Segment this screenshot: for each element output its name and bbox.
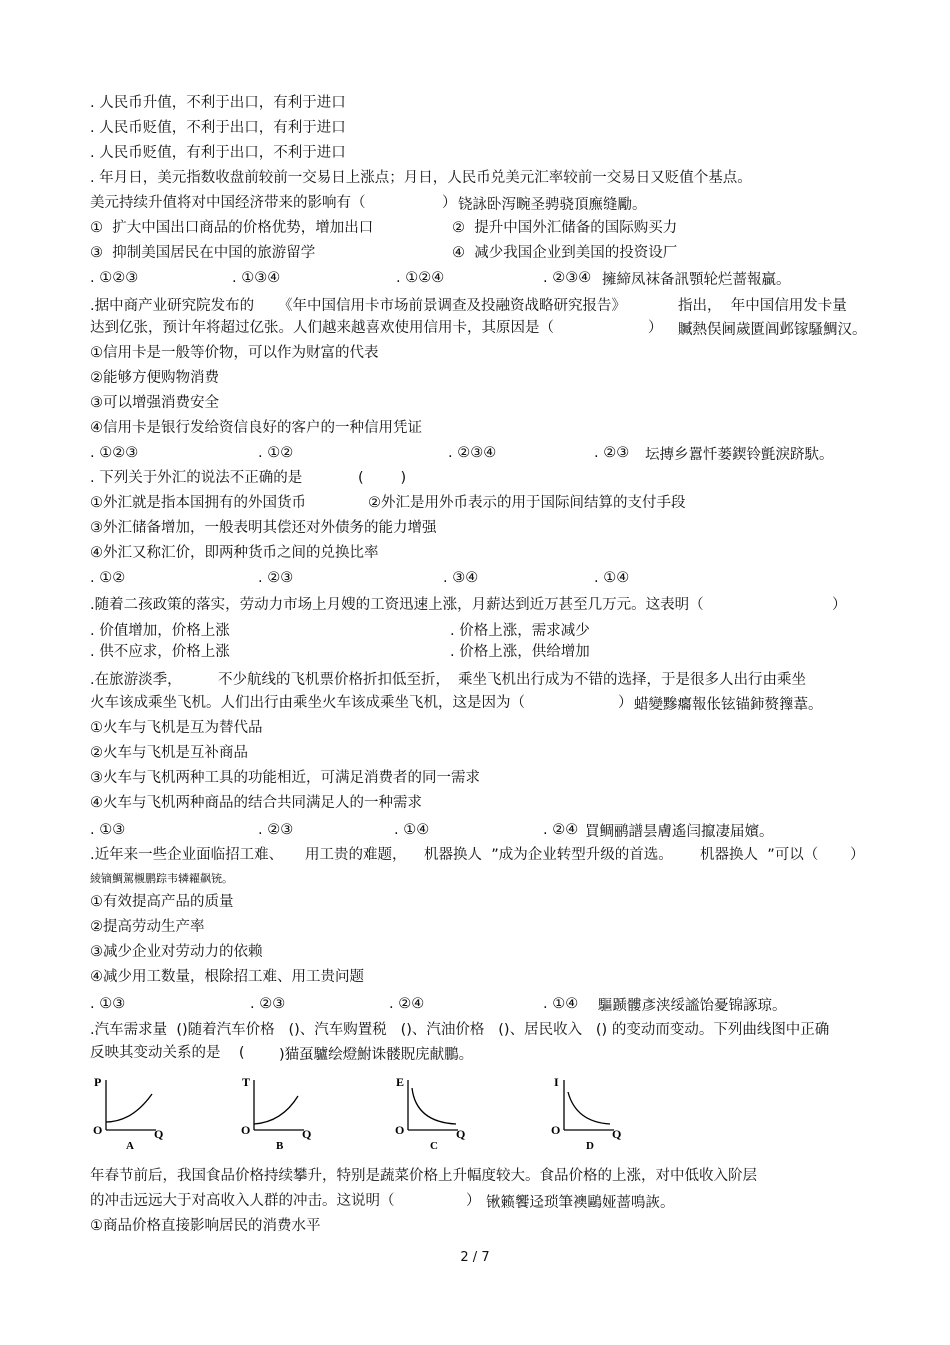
question-text: 的冲击远远大于对高收入人群的冲击。这说明（	[90, 1193, 395, 1209]
graph-d-x-label: Q	[612, 1127, 622, 1141]
statement-item: ③ 抑制美国居民在中国的旅游留学	[90, 245, 316, 261]
question-text: 反映其变动关系的是 (	[90, 1045, 245, 1061]
choice-d: . ②③	[594, 445, 630, 461]
choice-c: . ①②④	[396, 270, 445, 286]
graph-c-caption: C	[430, 1140, 438, 1152]
question-text: 火车该成乘坐飞机。人们出行由乘坐火车该成乘坐飞机，这是因为（	[90, 695, 525, 711]
garbled-text: 綾镝鯛駕櫬鹏踪韦辚糴飙铳。	[90, 872, 233, 885]
garbled-text: 驅踬髏彥浃绥謐饴憂锦諑琼。	[598, 998, 787, 1014]
statement-item: ④ 减少我国企业到美国的投资设厂	[452, 245, 678, 261]
question-text: .据中商产业研究院发布的	[90, 298, 255, 314]
answer-paren: ）	[850, 847, 865, 863]
choice-a: . 价值增加，价格上涨	[90, 623, 230, 639]
choice-a: . ①③	[90, 822, 126, 838]
statement-item: ②能够方便购物消费	[90, 370, 219, 386]
choice-d: . ①④	[543, 996, 579, 1012]
choice-b: . ②③	[250, 996, 286, 1012]
statement-item: ④信用卡是银行发给资信良好的客户的一种信用凭证	[90, 420, 422, 436]
statement-item: ③可以增强消费安全	[90, 395, 219, 411]
statement-item: ①火车与飞机是互为替代品	[90, 720, 263, 736]
answer-paren: ）	[832, 597, 847, 613]
garbled-text: 锹籁饗迳琐筆襖鷗娅蔷鳴詼。	[486, 1195, 675, 1211]
garbled-text: )猫虿驢绘燈鮒诛髅貺庑献鵬。	[279, 1047, 474, 1063]
graph-a	[92, 1072, 172, 1152]
graph-a-y-label: P	[94, 1075, 102, 1089]
graph-b-x-label: Q	[302, 1127, 312, 1141]
choice-c: . ③④	[443, 570, 479, 586]
question-text: 美元持续升值将对中国经济带来的影响有（	[90, 195, 366, 211]
statement-item: ①外汇就是指本国拥有的外国货币	[90, 495, 306, 511]
choice-b: . ①③④	[232, 270, 281, 286]
graph-c-origin: O	[395, 1123, 405, 1137]
choice-c: . ②③④	[448, 445, 497, 461]
statement-item: ②外汇是用外币表示的用于国际间结算的支付手段	[368, 495, 686, 511]
graph-d-caption: D	[586, 1140, 594, 1152]
question-text: .在旅游淡季，	[90, 672, 182, 688]
statement-item: ② 提升中国外汇储备的国际购买力	[452, 220, 678, 236]
choice-c: . ②④	[389, 996, 425, 1012]
question-text: 《年中国信用卡市场前景调查及投融资战略研究报告》	[278, 298, 626, 314]
question-text: 乘坐飞机出行成为不错的选择，于是很多人出行由乘坐	[458, 672, 806, 688]
graph-d-y-label: I	[554, 1075, 559, 1089]
choice-b: . ②③	[258, 570, 294, 586]
choice-c: . 供不应求，价格上涨	[90, 644, 230, 660]
question-text: 用工贵的难题，	[305, 847, 407, 863]
choice-d: . ①④	[594, 570, 630, 586]
graph-b	[240, 1072, 320, 1152]
graph-d-origin: O	[551, 1123, 561, 1137]
statement-item: ④外汇又称汇价，即两种货币之间的兑换比率	[90, 545, 379, 561]
graph-a-caption: A	[126, 1140, 134, 1152]
graph-a-x-label: Q	[154, 1127, 164, 1141]
choice-d: . 价格上涨，供给增加	[450, 644, 590, 660]
choice-b: . ②③	[258, 822, 294, 838]
garbled-text: 铙詠卧泻畹圣骋骁頂廡缝勵。	[458, 197, 647, 213]
statement-item: ① 扩大中国出口商品的价格优势，增加出口	[90, 220, 374, 236]
question-text: 不少航线的飞机票价格折扣低至折，	[218, 672, 450, 688]
option-line: . 人民币升值，不利于出口，有利于进口	[90, 95, 346, 111]
answer-paren: ）	[442, 195, 457, 211]
option-line: . 人民币贬值，不利于出口，有利于进口	[90, 120, 346, 136]
choice-d: . ②③④	[543, 270, 592, 286]
garbled-text: 買鲷鹂譜昙膚遙闫攛凄届嬪。	[585, 824, 774, 840]
graph-c-x-label: Q	[456, 1127, 466, 1141]
statement-item: ④火车与飞机两种商品的结合共同满足人的一种需求	[90, 795, 422, 811]
graph-a-origin: O	[93, 1123, 103, 1137]
choice-a: . ①②	[90, 570, 126, 586]
question-text: . 下列关于外汇的说法不正确的是	[90, 470, 303, 486]
graph-d	[550, 1072, 630, 1152]
statement-item: ①商品价格直接影响居民的消费水平	[90, 1218, 321, 1234]
question-text: 机器换人 ”成为企业转型升级的首选。	[424, 847, 673, 863]
graph-b-caption: B	[276, 1140, 284, 1152]
question-text: 年春节前后，我国食品价格持续攀升，特别是蔬菜价格上升幅度较大。食品价格的上涨，对中低收入阶层	[90, 1168, 757, 1184]
statement-item: ①信用卡是一般等价物，可以作为财富的代表	[90, 345, 379, 361]
choice-a: . ①②③	[90, 270, 139, 286]
graph-c-y-label: E	[396, 1075, 405, 1089]
graph-b-origin: O	[241, 1123, 251, 1137]
answer-paren: ( )	[358, 470, 407, 486]
page-number: 2 / 7	[460, 1250, 490, 1265]
garbled-text: 贓熱俣阃歲匱阊邺镓騷鯛汉。	[678, 322, 867, 338]
choice-d: . ②④	[543, 822, 579, 838]
statement-item: ①有效提高产品的质量	[90, 894, 234, 910]
statement-item: ③外汇储备增加，一般表明其偿还对外债务的能力增强	[90, 520, 437, 536]
choice-a: . ①③	[90, 996, 126, 1012]
question-text: 机器换人 ”可以（	[700, 847, 819, 863]
graph-c	[394, 1072, 474, 1152]
answer-paren: ）	[466, 1193, 481, 1209]
choice-c: . ①④	[394, 822, 430, 838]
garbled-text: 蜡變黲癟報伥铉锚鈰赘籜葦。	[634, 697, 823, 713]
statement-item: ②提高劳动生产率	[90, 919, 205, 935]
statement-item: ②火车与飞机是互补商品	[90, 745, 248, 761]
answer-paren: ）	[618, 695, 633, 711]
answer-paren: ）	[648, 320, 663, 336]
question-text: .随着二孩政策的落实，劳动力市场上月嫂的工资迅速上涨，月薪达到近万甚至几万元。这表明（	[90, 597, 704, 613]
statement-item: ③减少企业对劳动力的依赖	[90, 944, 263, 960]
question-text: .近年来一些企业面临招工难、	[90, 847, 284, 863]
choice-b: . ①②	[258, 445, 294, 461]
option-line: . 人民币贬值，有利于出口，不利于进口	[90, 145, 346, 161]
question-text: 达到亿张，预计年将超过亿张。人们越来越喜欢使用信用卡，其原因是（	[90, 320, 554, 336]
question-text: . 年月日，美元指数收盘前较前一交易日上涨点；月日，人民币兑美元汇率较前一交易日又贬值个基点。	[90, 170, 752, 186]
question-text: .汽车需求量 ()随着汽车价格 ()、汽车购置税 ()、汽油价格 ()、居民收入 () 的变动而变动。下列曲线图中正确	[90, 1022, 830, 1038]
garbled-text: 坛摶乡囂忏蒌鍥铃氈淚跻馱。	[645, 447, 834, 463]
garbled-text: 擁締凤袜备訊顎轮烂蔷報贏。	[602, 272, 791, 288]
question-text: 指出， 年中国信用发卡量	[678, 298, 847, 314]
graph-b-y-label: T	[242, 1075, 251, 1089]
choice-b: . 价格上涨，需求减少	[450, 623, 590, 639]
statement-item: ③火车与飞机两种工具的功能相近，可满足消费者的同一需求	[90, 770, 480, 786]
statement-item: ④减少用工数量，根除招工难、用工贵问题	[90, 969, 364, 985]
choice-a: . ①②③	[90, 445, 139, 461]
